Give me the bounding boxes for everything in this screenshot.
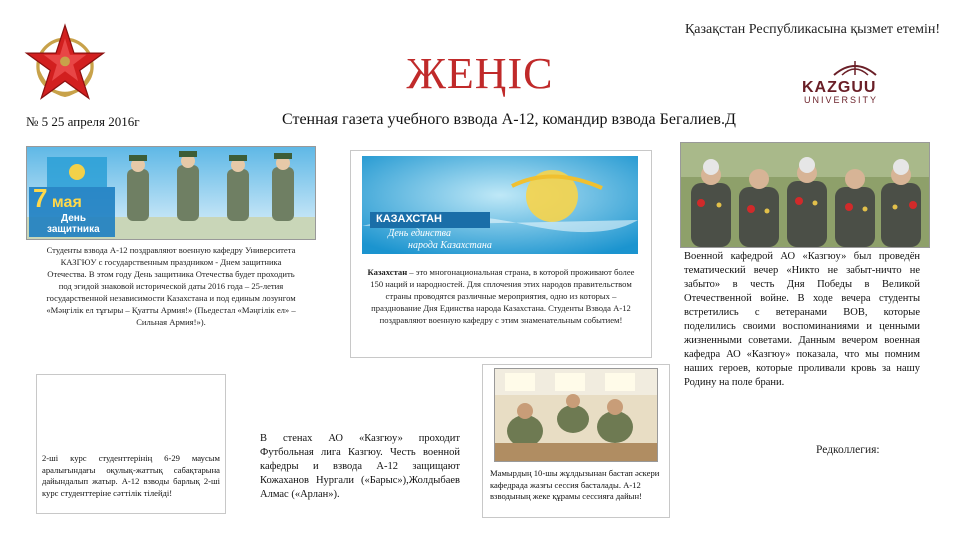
defender-day-text: Студенты взвода А-12 поздравляют военную кафедру Университета КАЗГЮУ с государственным праздником - Днем защитника Отечества. В этом году День защитника Отечества будет проходить под эгидой знаковой исторической даты 2016 года – 25-летия государственной независимости Казахстана и под единым лозунгом «Мәңгілік ел тұғыры – Қуатты Армия!» (Пьедестал «Мәңгілік ел» – Сильная Армия!»).: [46, 245, 296, 327]
editorial-signature: Редколлегия:: [816, 444, 880, 456]
session-text: Мамырдың 10-шы жұлдызынан бастап әскери кафедрада жазғы сессия басталады. А-12 взводының жеке құрамы сессияға дайын!: [490, 468, 660, 501]
issue-number-date: № 5 25 апреля 2016г: [26, 114, 140, 129]
football-text: В стенах АО «Казгюу» проходит Футбольная лига Казгюу. Честь военной кафедры и взвода А-12 защищают Кожаханов Нургали («Барыс»),Жолдыбаев Алмас («Арлан»).: [260, 433, 460, 500]
veterans-text: Военной кафедрой АО «Казгюу» был проведён тематический вечер «Никто не забыт-ничто не забыто» в честь Дня Победы в Великой Отечественной войне. В ходе вечера студенты встретились с ветеранами ВОВ, которые поделились своими воспоминаниями и ценными жизненными советами. Данным вечером военная кафедра АО «Казгюу» показала, что мы помним наших героев, которые проливали кровь за нашу Родину на поле брани.: [684, 251, 920, 388]
classroom-photo: [494, 368, 658, 462]
unity-day-text: [362, 266, 640, 326]
banner-month: мая: [51, 194, 82, 211]
kazguu-wordmark: KAZGUU: [802, 79, 877, 96]
defender-day-banner: [26, 146, 316, 240]
veterans-photo: [680, 142, 930, 248]
kazguu-subtitle: UNIVERSITY: [804, 95, 879, 105]
exams-kz-box: [36, 374, 226, 514]
army-star-emblem: [24, 22, 106, 104]
newspaper-subtitle: Стенная газета учебного взвода А-12, командир взвода Бегалиев.Д: [282, 111, 736, 128]
unity-banner-line-1: КАЗАХСТАН: [376, 213, 442, 225]
exams-kz-text: 2-ші курс студенттерінің 6-29 маусым аралығындағы оқулық-жаттық сабақтарына дайындалып жатыр. А-12 взводы барлық 2-ші курс студенттеріне сәттілік тілейді!: [42, 453, 220, 498]
banner-caption-1: День: [61, 213, 86, 224]
banner-day-number: 7: [33, 183, 48, 213]
unity-banner-line-3: народа Казахстана: [408, 240, 492, 251]
kazguu-logo: [800, 55, 910, 105]
service-motto: Қазақстан Республикасына қызмет етемін!: [684, 22, 940, 37]
banner-caption-2: защитника: [47, 224, 100, 235]
unity-day-banner: [362, 156, 638, 254]
unity-banner-line-2: День единства: [388, 228, 451, 239]
unity-day-lead: Казахстан: [367, 267, 408, 277]
newspaper-title: ЖЕҢІС: [406, 49, 554, 98]
unity-day-body: – это многонациональная страна, в которой проживают более 150 наций и народностей. Для сплочения этих народов правительством страны проводятся различные мероприятия, одно из которых – празднование Дня Единства народа Казахстана. Студенты Взвода А-12 поздравляют военную кафедру с этим знаменательным событием!: [370, 267, 635, 325]
kazguu-crest-icon: [800, 55, 910, 79]
